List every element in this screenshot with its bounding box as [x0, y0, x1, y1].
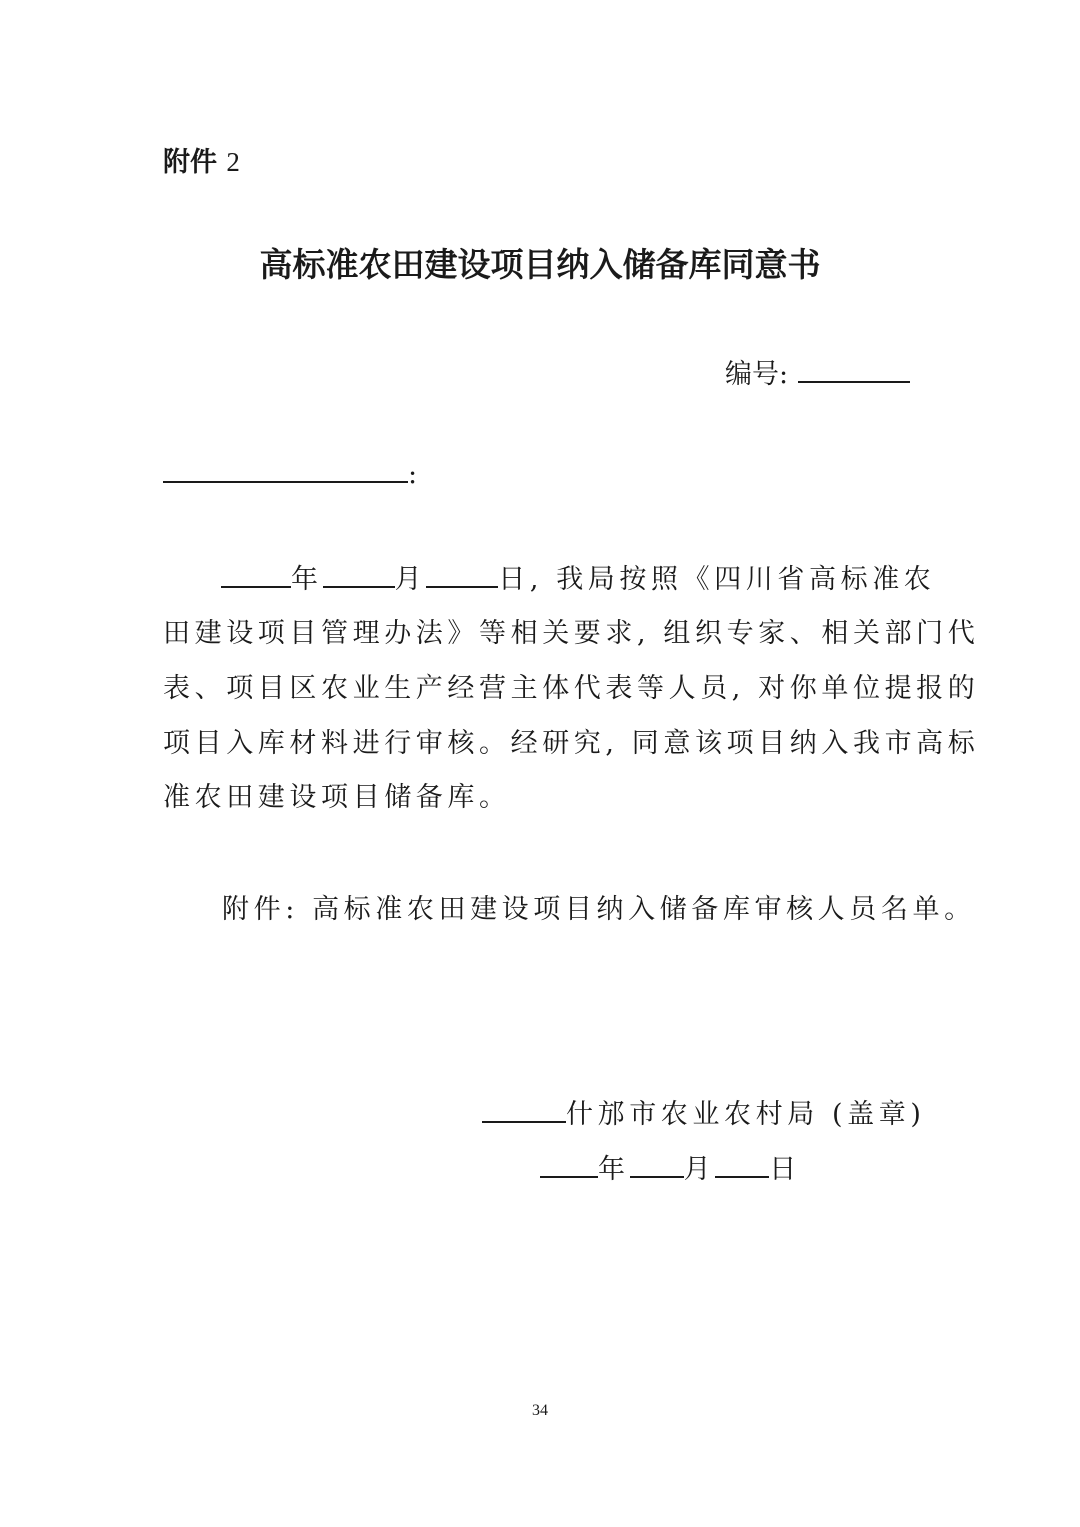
attachment-number: 2 — [226, 147, 240, 177]
body-month-label: 月 — [394, 564, 427, 595]
body-line-5: 准农田建设项目储备库。 — [163, 782, 511, 813]
issuer-blank — [482, 1120, 566, 1123]
document-title: 高标准农田建设项目纳入储备库同意书 — [259, 245, 821, 284]
sign-day-label: 日 — [769, 1154, 801, 1185]
sign-year-label: 年 — [598, 1154, 630, 1185]
sign-month-blank — [630, 1175, 684, 1178]
attachment-note: 附件: 高标准农田建设项目纳入储备库审核人员名单。 — [222, 894, 976, 925]
attachment-label — [163, 140, 240, 185]
page-number: 34 — [532, 1402, 548, 1419]
body-year-label: 年 — [291, 564, 323, 595]
body-line-3: 表、项目区农业生产经营主体代表等人员, 对你单位提报的 — [163, 673, 980, 704]
document-number-blank — [798, 380, 910, 383]
body-line-4: 项目入库材料进行审核。经研究, 同意该项目纳入我市高标 — [163, 728, 980, 759]
issuer-row — [482, 1095, 925, 1135]
body-line-1-text: , 我局按照《四川省高标准农 — [529, 564, 936, 595]
sign-month-label: 月 — [683, 1154, 716, 1185]
body-day-label: 日 — [498, 564, 530, 595]
body-year-blank — [221, 585, 291, 588]
body-day-blank — [426, 585, 498, 588]
issuer-name: 什邡市农业农村局 (盖章) — [566, 1099, 926, 1130]
signature-date-row — [540, 1150, 801, 1190]
document-number-row — [725, 355, 910, 395]
attachment-word: 附件 — [163, 147, 217, 178]
body-line-1 — [163, 560, 936, 600]
body-line-2: 田建设项目管理办法》等相关要求, 组织专家、相关部门代 — [163, 618, 980, 649]
recipient-colon: : — [408, 459, 418, 490]
recipient-row — [163, 455, 417, 495]
document-number-label: 编号: — [725, 359, 789, 390]
sign-day-blank — [715, 1175, 769, 1178]
sign-year-blank — [540, 1175, 598, 1178]
recipient-blank — [163, 480, 408, 483]
body-month-blank — [323, 585, 395, 588]
